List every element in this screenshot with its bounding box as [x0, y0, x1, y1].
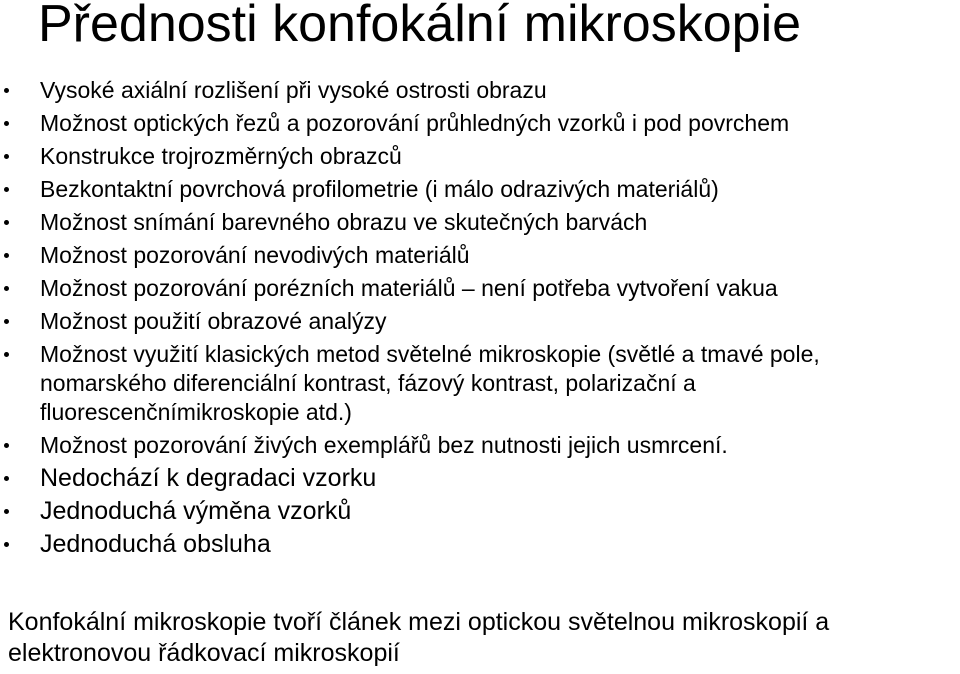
bullet-dot-icon: [4, 509, 9, 514]
bullet-text: Možnost optických řezů a pozorování průhledných vzorků i pod povrchem: [40, 110, 790, 136]
bullet-text: Jednoduchá obsluha: [40, 530, 271, 558]
bullet-dot-icon: [4, 121, 9, 126]
bullet-text: Možnost pozorování porézních materiálů – není potřeba vytvoření vakua: [40, 275, 778, 301]
bullet-dot-icon: [4, 154, 9, 159]
footer-note: Konfokální mikroskopie tvoří článek mezi optickou světelnou mikroskopií a elektronovou řádkovací mikroskopií: [8, 608, 830, 667]
bullet-text: Jednoduchá výměna vzorků: [40, 497, 352, 525]
bullet-dot-icon: [4, 319, 9, 324]
bullet-item: [0, 76, 960, 105]
bullet-text: Možnost pozorování živých exemplářů bez nutnosti jejich usmrcení.: [40, 432, 728, 458]
bullet-dot-icon: [4, 542, 9, 547]
bullet-item: [0, 497, 960, 526]
bullet-text: Konstrukce trojrozměrných obrazců: [40, 143, 402, 169]
bullet-text: Možnost pozorování nevodivých materiálů: [40, 242, 470, 268]
bullet-item: [0, 208, 960, 237]
bullet-dot-icon: [4, 286, 9, 291]
bullet-text: Možnost použití obrazové analýzy: [40, 308, 387, 334]
bullet-item: [0, 431, 960, 460]
bullet-text: Možnost snímání barevného obrazu ve skutečných barvách: [40, 209, 648, 235]
bullet-item: [0, 530, 960, 559]
bullet-dot-icon: [4, 352, 9, 357]
bullet-dot-icon: [4, 88, 9, 93]
bullet-dot-icon: [4, 476, 9, 481]
bullet-dot-icon: [4, 187, 9, 192]
bullet-text: Vysoké axiální rozlišení při vysoké ostrosti obrazu: [40, 77, 547, 103]
bullet-item: [0, 175, 960, 204]
bullet-text: Možnost využití klasických metod světelné mikroskopie (světlé a tmavé pole, nomarského diferenciální kontrast, fázový kontrast, polarizační a fluorescenčnímikroskopie atd.): [40, 341, 820, 425]
bullet-item: [0, 241, 960, 270]
bullet-dot-icon: [4, 253, 9, 258]
bullet-item: [0, 142, 960, 171]
bullet-item: [0, 340, 960, 427]
bullet-dot-icon: [4, 220, 9, 225]
bullet-text: Bezkontaktní povrchová profilometrie (i málo odrazivých materiálů): [40, 176, 719, 202]
bullet-item: [0, 274, 960, 303]
slide-title: Přednosti konfokální mikroskopie: [38, 0, 802, 53]
bullet-text: Nedochází k degradaci vzorku: [40, 464, 377, 492]
bullet-list: [0, 76, 960, 563]
bullet-item: [0, 464, 960, 493]
bullet-item: [0, 109, 960, 138]
bullet-dot-icon: [4, 443, 9, 448]
bullet-item: [0, 307, 960, 336]
